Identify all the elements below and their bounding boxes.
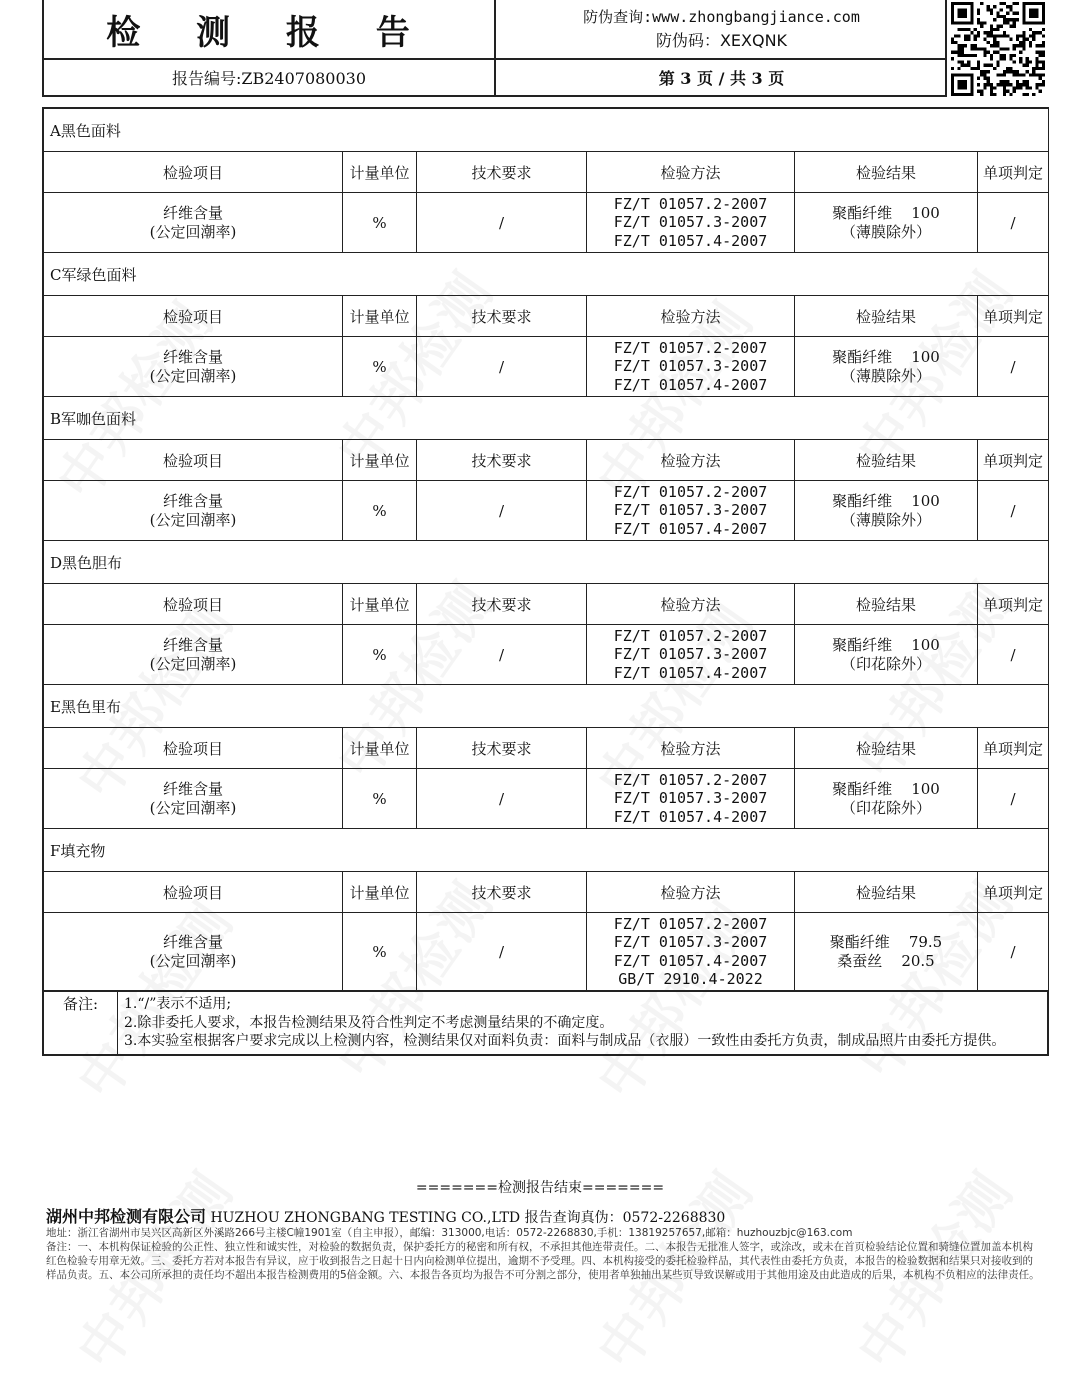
- unit-cell: %: [343, 337, 417, 397]
- test-item-cell: [44, 625, 343, 685]
- test-item-note: (公定回潮率): [149, 798, 237, 817]
- column-header: 单项判定: [978, 440, 1049, 481]
- result-cell: [795, 769, 978, 829]
- column-header-row: [44, 584, 1049, 625]
- section-title: B军咖色面料: [44, 397, 1049, 440]
- test-item-cell: [44, 337, 343, 397]
- judgement-cell: /: [978, 769, 1049, 829]
- test-item-note: (公定回潮率): [149, 222, 237, 241]
- method-standard: FZ/T 01057.3-2007: [613, 501, 768, 520]
- section-title: E黑色里布: [44, 685, 1049, 728]
- column-header: 技术要求: [417, 440, 587, 481]
- result-cell: [795, 337, 978, 397]
- unit-cell: %: [343, 481, 417, 541]
- result-line: 聚酯纤维 100: [832, 492, 940, 510]
- column-header: 技术要求: [417, 584, 587, 625]
- column-header: 检验方法: [587, 728, 795, 769]
- column-header: 检验方法: [587, 872, 795, 913]
- column-header: 检验项目: [44, 728, 343, 769]
- column-header: 计量单位: [343, 440, 417, 481]
- column-header: 检验方法: [587, 584, 795, 625]
- section-row: [44, 397, 1049, 440]
- note-line: 3.本实验室根据客户要求完成以上检测内容，检测结果仅对面料负责：面料与制成品（衣服）一致性由委托方负责，制成品照片由委托方提供。: [124, 1033, 1006, 1049]
- method-standard: FZ/T 01057.4-2007: [613, 519, 768, 538]
- unit-cell: %: [343, 913, 417, 991]
- judgement-cell: /: [978, 625, 1049, 685]
- column-header: 计量单位: [343, 296, 417, 337]
- column-header: 检验结果: [795, 440, 978, 481]
- result-line: 聚酯纤维 100: [832, 780, 940, 798]
- column-header-row: [44, 728, 1049, 769]
- column-header: 计量单位: [343, 152, 417, 193]
- test-item-cell: [44, 769, 343, 829]
- section-title: D黑色胆布: [44, 541, 1049, 584]
- column-header: 检验项目: [44, 152, 343, 193]
- method-cell: [587, 625, 795, 685]
- section-title: F填充物: [44, 829, 1049, 872]
- requirement-cell: /: [417, 913, 587, 991]
- method-standard: FZ/T 01057.3-2007: [613, 933, 768, 951]
- anti-counterfeit-box: [496, 0, 947, 60]
- column-header: 检验项目: [44, 440, 343, 481]
- result-line: （印花除外）: [840, 654, 931, 673]
- result-line: 聚酯纤维 100: [832, 204, 940, 222]
- test-item-name: 纤维含量: [162, 636, 223, 654]
- column-header-row: [44, 296, 1049, 337]
- test-item-cell: [44, 481, 343, 541]
- method-cell: [587, 913, 795, 991]
- test-item-note: (公定回潮率): [149, 951, 237, 970]
- table-row: [44, 913, 1049, 991]
- test-item-name: 纤维含量: [162, 492, 223, 510]
- column-header-row: [44, 440, 1049, 481]
- result-line: （薄膜除外）: [840, 222, 931, 241]
- column-header: 检验结果: [795, 872, 978, 913]
- column-header: 单项判定: [978, 728, 1049, 769]
- unit-cell: %: [343, 193, 417, 253]
- result-line: 聚酯纤维 79.5: [829, 933, 943, 951]
- test-item-name: 纤维含量: [162, 933, 223, 951]
- note-line: 1.“/”表示不适用;: [124, 996, 232, 1012]
- method-standard: FZ/T 01057.4-2007: [613, 951, 768, 970]
- column-header: 单项判定: [978, 296, 1049, 337]
- report-number: 报告编号:ZB2407080030: [44, 60, 496, 95]
- method-standard: FZ/T 01057.3-2007: [613, 645, 768, 664]
- method-standard: FZ/T 01057.2-2007: [613, 914, 768, 933]
- notes-content: [118, 992, 1048, 1055]
- column-header: 技术要求: [417, 296, 587, 337]
- notes-row: [44, 992, 1048, 1055]
- column-header: 检验结果: [795, 728, 978, 769]
- column-header-row: [44, 872, 1049, 913]
- method-standard: FZ/T 01057.4-2007: [613, 231, 768, 250]
- company-line: [46, 1204, 725, 1227]
- column-header: 检验结果: [795, 152, 978, 193]
- test-item-name: 纤维含量: [162, 348, 223, 366]
- column-header: 技术要求: [417, 728, 587, 769]
- requirement-cell: /: [417, 481, 587, 541]
- test-item-name: 纤维含量: [162, 780, 223, 798]
- method-cell: [587, 481, 795, 541]
- report-title: 检 测 报 告: [44, 0, 496, 60]
- column-header: 技术要求: [417, 152, 587, 193]
- section-row: [44, 253, 1049, 296]
- column-header: 计量单位: [343, 584, 417, 625]
- company-address: 地址：浙江省湖州市吴兴区高新区外溪路266号主楼C幢1901室（自主申报），邮编：313000,电话：0572-2268830,手机：13819257657,邮箱：huzhouzbjc@163.com: [46, 1227, 853, 1239]
- requirement-cell: /: [417, 769, 587, 829]
- column-header: 计量单位: [343, 728, 417, 769]
- judgement-cell: /: [978, 193, 1049, 253]
- column-header: 检验结果: [795, 584, 978, 625]
- anti-counterfeit-code: 防伪码：XEXQNK: [655, 31, 788, 50]
- section-row: [44, 829, 1049, 872]
- table-row: [44, 337, 1049, 397]
- company-name-en: HUZHOU ZHONGBANG TESTING CO.,LTD 报告查询真伪：0572-2268830: [210, 1210, 726, 1226]
- table-row: [44, 769, 1049, 829]
- column-header: 检验方法: [587, 296, 795, 337]
- test-item-name: 纤维含量: [162, 204, 223, 222]
- column-header: 计量单位: [343, 872, 417, 913]
- judgement-cell: /: [978, 913, 1049, 991]
- result-line: 桑蚕丝 20.5: [837, 951, 935, 970]
- judgement-cell: /: [978, 337, 1049, 397]
- result-line: （薄膜除外）: [840, 510, 931, 529]
- requirement-cell: /: [417, 337, 587, 397]
- method-standard: FZ/T 01057.2-2007: [613, 194, 768, 213]
- qr-code-icon: [950, 2, 1046, 96]
- test-item-note: (公定回潮率): [149, 510, 237, 529]
- anti-counterfeit-query: 防伪查询:www.zhongbangjiance.com: [583, 8, 860, 26]
- test-item-cell: [44, 913, 343, 991]
- method-standard: FZ/T 01057.3-2007: [613, 357, 768, 376]
- method-standard: FZ/T 01057.2-2007: [613, 626, 768, 645]
- judgement-cell: /: [978, 481, 1049, 541]
- column-header: 检验项目: [44, 872, 343, 913]
- result-line: （薄膜除外）: [840, 366, 931, 385]
- table-row: [44, 481, 1049, 541]
- section-row: [44, 541, 1049, 584]
- notes-label: 备注:: [44, 992, 118, 1055]
- method-standard: FZ/T 01057.4-2007: [613, 663, 768, 682]
- result-cell: [795, 193, 978, 253]
- method-cell: [587, 337, 795, 397]
- note-line: 2.除非委托人要求，本报告检测结果及符合性判定不考虑测量结果的不确定度。: [124, 1014, 614, 1031]
- requirement-cell: /: [417, 193, 587, 253]
- section-row: [44, 685, 1049, 728]
- requirement-cell: /: [417, 625, 587, 685]
- method-standard: FZ/T 01057.3-2007: [613, 789, 768, 808]
- unit-cell: %: [343, 625, 417, 685]
- method-cell: [587, 193, 795, 253]
- test-item-note: (公定回潮率): [149, 654, 237, 673]
- test-item-cell: [44, 193, 343, 253]
- table-row: [44, 193, 1049, 253]
- method-standard: FZ/T 01057.2-2007: [613, 482, 768, 501]
- column-header: 检验结果: [795, 296, 978, 337]
- column-header: 单项判定: [978, 584, 1049, 625]
- column-header: 单项判定: [978, 152, 1049, 193]
- test-item-note: (公定回潮率): [149, 366, 237, 385]
- result-line: 聚酯纤维 100: [832, 636, 940, 654]
- method-standard: FZ/T 01057.2-2007: [613, 338, 768, 357]
- method-standard: FZ/T 01057.2-2007: [613, 770, 768, 789]
- section-row: [44, 109, 1049, 152]
- result-cell: [795, 625, 978, 685]
- column-header-row: [44, 152, 1049, 193]
- column-header: 检验方法: [587, 152, 795, 193]
- column-header: 检验项目: [44, 296, 343, 337]
- result-cell: [795, 481, 978, 541]
- method-standard: FZ/T 01057.4-2007: [613, 807, 768, 826]
- column-header: 检验方法: [587, 440, 795, 481]
- section-title: C军绿色面料: [44, 253, 1049, 296]
- method-standard: GB/T 2910.4-2022: [618, 970, 763, 988]
- footer-disclaimer: 备注：一、本机构保证检验的公正性、独立性和诚实性，对检验的数据负责，保护委托方的秘密和所有权，不承担其他连带责任。二、本报告无批准人签字，或涂改，或未在首页检验结论位置和骑缝位置加盖本机构红色检验专用章无效。三、委托方若对本报告有异议，应于收到报告之日起十日内向检测单位提出，逾期不予受理。四、本机构接受的委托检验样品，其代表性由委托方负责，本报告的检验数据和结果只对接收到的样品负责。五、本公司所承担的责任均不超出本报告检测费用的5倍金额。六、本报告各页均为报告不可分割之部分，使用者单独抽出某些页导致误解或用于其他用途及由此造成的后果，本机构不负相应的法律责任。: [46, 1241, 1040, 1281]
- unit-cell: %: [343, 769, 417, 829]
- method-standard: FZ/T 01057.4-2007: [613, 375, 768, 394]
- report-end-marker: =======检测报告结束=======: [415, 1180, 665, 1196]
- result-line: （印花除外）: [840, 798, 931, 817]
- result-line: 聚酯纤维 100: [832, 348, 940, 366]
- column-header: 单项判定: [978, 872, 1049, 913]
- company-name-cn: 湖州中邦检测有限公司: [46, 1207, 207, 1226]
- column-header: 检验项目: [44, 584, 343, 625]
- report-header: [42, 0, 947, 97]
- column-header: 技术要求: [417, 872, 587, 913]
- method-standard: FZ/T 01057.3-2007: [613, 213, 768, 232]
- method-cell: [587, 769, 795, 829]
- results-table: [42, 107, 1049, 1056]
- section-title: A黑色面料: [44, 109, 1049, 152]
- result-cell: [795, 913, 978, 991]
- table-row: [44, 625, 1049, 685]
- page-indicator: 第 3 页 / 共 3 页: [658, 69, 785, 88]
